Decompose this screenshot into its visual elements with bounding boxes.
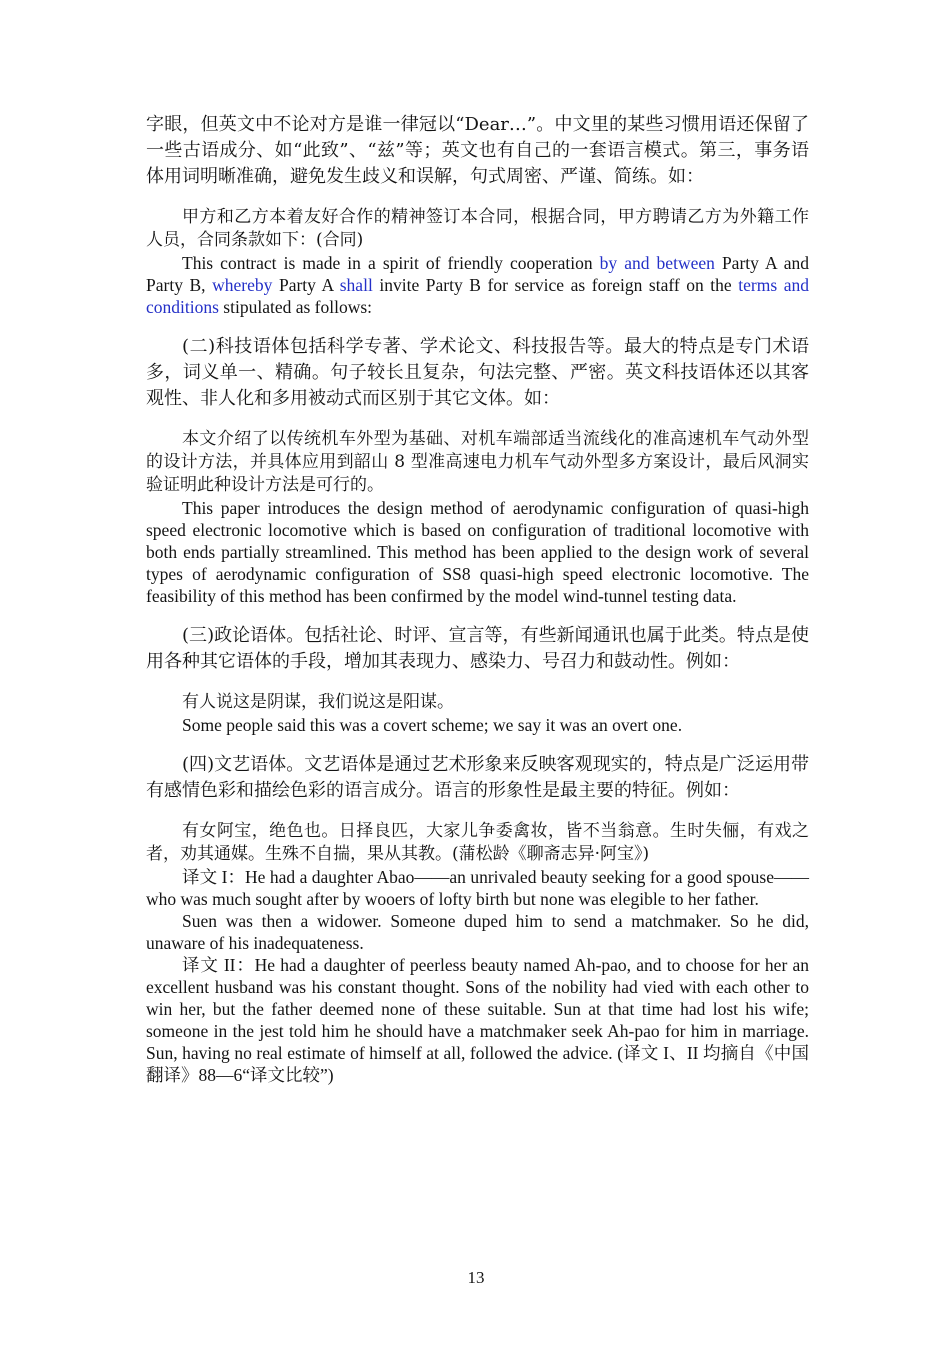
page-content [146,112,809,1086]
literary-chinese-example: 有女阿宝，绝色也。日择良匹，大家儿争委禽妆，皆不当翁意。生时失俪，有戏之者，劝其通媒。生殊不自揣，果从其教。(蒲松龄《聊斋志异·阿宝》) [146,821,809,864]
sci-style-paragraph: (二)科技语体包括科学专著、学术论文、科技报告等。最大的特点是专门术语多，词义单一、精确。句子较长且复杂，句法完整、严密。英文科技语体还以其客观性、非人化和多用被动式而区别于其它文体。如： [146,336,809,409]
political-style-paragraph: (三)政论语体。包括社论、时评、宣言等，有些新闻通讯也属于此类。特点是使用各种其它语体的手段，增加其表现力、感染力、号召力和鼓动性。例如： [146,625,809,672]
translation-one-part-a: 译文 I：He had a daughter Abao——an unrivaled beauty seeking for a good spouse——who was much sought after by wooers of lofty birth but none was elegible to her father. [146,867,809,909]
highlight-by-and-between: by and between [599,253,715,273]
sci-chinese-example: 本文介绍了以传统机车外型为基础、对机车端部适当流线化的准高速机车气动外型的设计方法，并具体应用到韶山 8 型准高速电力机车气动外型多方案设计，最后风洞实验证明此种设计方法是可行的。 [146,429,809,495]
highlight-shall: shall [339,275,373,295]
highlight-whereby: whereby [212,275,273,295]
contract-en-text: Party A and Party B, [146,253,809,295]
contract-en-text: Party A [272,275,340,295]
literary-style-paragraph: (四)文艺语体。文艺语体是通过艺术形象来反映客观现实的，特点是广泛运用带有感情色彩和描绘色彩的语言成分。语言的形象性是最主要的特征。例如： [146,754,809,801]
contract-en-text: stipulated as follows: [218,297,373,317]
contract-en-text: invite Party B for service as foreign staff on the [372,275,739,295]
sci-english-translation: This paper introduces the design method of aerodynamic configuration of quasi-high speed electronic locomotive which is based on configuration of traditional locomotive with both ends partially streamlined. This method has been applied to the design work of several types of aerodynamic configuration of SS8 quasi-high speed electronic locomotive. The feasibility of this method has been confirmed by the model wind-tunnel testing data. [146,498,809,606]
contract-english-translation [146,252,809,318]
translation-one-part-b: Suen was then a widower. Someone duped him to send a matchmaker. So he did, unaware of his inadequateness. [146,911,809,953]
political-english-translation: Some people said this was a covert scheme; we say it was an overt one. [182,715,683,735]
page-number: 13 [467,1268,485,1287]
highlight-terms-and-conditions: terms and conditions [146,275,809,317]
political-chinese-example: 有人说这是阴谋，我们说这是阳谋。 [182,692,454,712]
contract-en-text: This contract is made in a spirit of friendly cooperation [182,253,600,273]
translation-two: 译文 II：He had a daughter of peerless beauty named Ah-pao, and to choose for her an excellent husband was his constant thought. Sons of the nobility had vied with each other to win her, but the father deemed none of these suitable. Sun at that time had lost his wife; someone in the jest told him he should have a matchmaker seek Ah-pao for him in marriage. Sun, having no real estimate of himself at all, followed the advice. (译文 I、II 均摘自《中国翻译》88—6“译文比较”) [146,955,809,1085]
intro-paragraph: 字眼，但英文中不论对方是谁一律冠以“Dear…”。中文里的某些习惯用语还保留了一些古语成分、如“此致”、“兹”等；英文也有自己的一套语言模式。第三，事务语体用词明晰准确，避免发生歧义和误解，句式周密、严谨、简练。如： [146,114,809,187]
contract-chinese-example: 甲方和乙方本着友好合作的精神签订本合同，根据合同，甲方聘请乙方为外籍工作人员，合同条款如下：(合同) [146,207,809,250]
